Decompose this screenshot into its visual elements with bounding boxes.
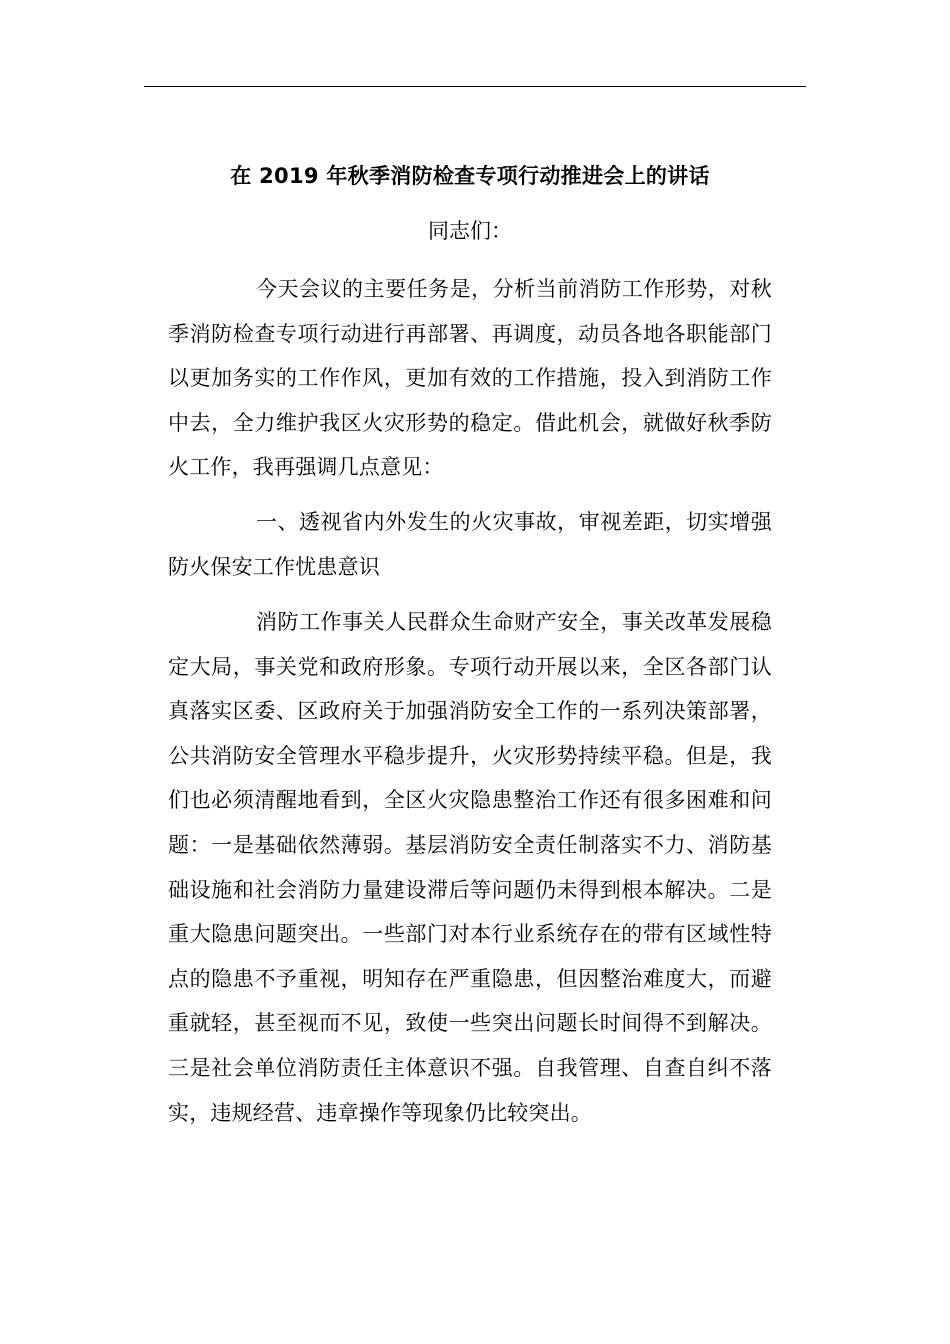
section-heading-one: 一、透视省内外发生的火灾事故，审视差距，切实增强防火保安工作忧患意识 bbox=[168, 510, 772, 579]
greeting: 同志们： bbox=[428, 219, 512, 243]
document-title: 在 2019 年秋季消防检查专项行动推进会上的讲话 bbox=[230, 164, 710, 188]
header-rule bbox=[144, 86, 806, 87]
paragraph-intro: 今天会议的主要任务是，分析当前消防工作形势，对秋季消防检查专项行动进行再部署、再调度，动员各地各职能部门以更加务实的工作作风，更加有效的工作措施，投入到消防工作中去，全力维护我区火灾形势的稳定。借此机会，就做好秋季防火工作，我再强调几点意见： bbox=[168, 277, 772, 480]
paragraph-body: 消防工作事关人民群众生命财产安全，事关改革发展稳定大局，事关党和政府形象。专项行动开展以来，全区各部门认真落实区委、区政府关于加强消防安全工作的一系列决策部署，公共消防安全管理水平稳步提升，火灾形势持续平稳。但是，我们也必须清醒地看到，全区火灾隐患整治工作还有很多困难和问题：一是基础依然薄弱。基层消防安全责任制落实不力、消防基础设施和社会消防力量建设滞后等问题仍未得到根本解决。二是重大隐患问题突出。一些部门对本行业系统存在的带有区域性特点的隐患不予重视，明知存在严重隐患，但因整治难度大，而避重就轻，甚至视而不见，致使一些突出问题长时间得不到解决。三是社会单位消防责任主体意识不强。自我管理、自查自纠不落实，违规经营、违章操作等现象仍比较突出。 bbox=[168, 610, 772, 1125]
